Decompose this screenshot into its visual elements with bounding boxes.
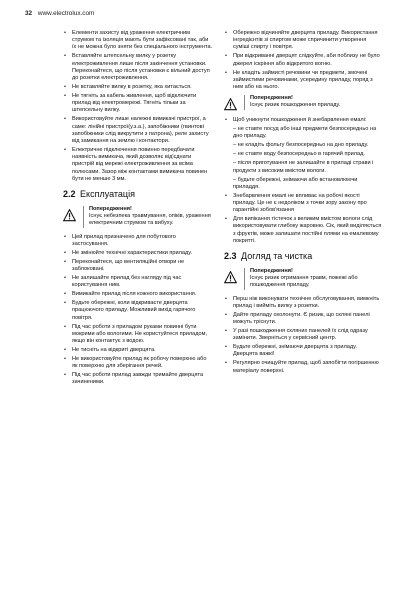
list-item: • Вставляйте штепсельну вилку у розетку електроживлення лише після закінчення установки. Переконайтеся, що після установки є вільний доступ до розетки електроживлення.	[63, 53, 213, 82]
list-item: • Не кладіть займисті речовини чи предмети, змочені займистими речовинами, усередину приладу, поряд з ним або на нього.	[224, 70, 382, 92]
list-item: • Під час роботи прилад завжди тримайте дверцята зачиненими.	[63, 372, 213, 386]
list-item: • Регулярно очищуйте прилад, щоб запобігти погіршенню матеріалу поверхні.	[224, 360, 382, 374]
left-bullet-list-top	[63, 30, 213, 183]
list-item: • Не змінюйте технічні характеристики приладу.	[63, 250, 213, 257]
list-item: • Цей прилад призначено для побутового застосування.	[63, 234, 213, 248]
site-url: www.electrolux.com	[37, 10, 95, 17]
list-item: • Не вставляйте вилку в розетку, яка хитається.	[63, 84, 213, 91]
warning-box	[224, 268, 382, 290]
list-item: • У разі пошкодження скляних панелей їх слід одразу замінити. Зверніться у сервісний центр.	[224, 328, 382, 342]
right-bullet-list-top	[224, 30, 382, 91]
warning-triangle-icon	[224, 98, 237, 111]
warning-text: Існує ризик пошкодження приладу.	[250, 102, 341, 109]
list-item: – не ставте посуд або інші предмети безпосередньо на дно приладу.	[233, 126, 377, 140]
list-item: • Щоб уникнути пошкодження й знебарвлення емалі:	[224, 117, 382, 124]
list-item: – будьте обережні, знімаючи або встановлюючи приладдя.	[233, 176, 358, 190]
list-item: • Будьте обережні, знімаючи дверцята з приладу. Дверцята важкі!	[224, 344, 382, 358]
warning-title: Попередження!	[89, 206, 132, 213]
warning-text: Існує ризик отримання травм, пожежі або пошкодження приладу.	[250, 275, 358, 289]
list-item: – після приготування не залишайте в приладі страви і продукти з високим вмістом вологи.	[233, 160, 374, 174]
list-item: • Не тисніть на відкриті дверцята.	[63, 347, 213, 354]
right-column	[224, 30, 382, 377]
warning-box	[224, 95, 382, 111]
section-heading-care: 2.3 Догляд та чистка	[224, 251, 313, 262]
list-item: • Для випікання тістечок з великим вмістом вологи слід використовувати глибоку жаровню. Сік, який виділяється з фруктів, може залишати постійні плями на емалевому покритті.	[224, 216, 382, 245]
left-column	[63, 30, 213, 388]
list-item: • Вимикайте прилад після кожного використання.	[63, 291, 213, 298]
warning-triangle-icon	[224, 271, 237, 284]
right-bullet-list-middle	[224, 117, 382, 245]
list-item: • Дайте приладу охолонути. Є ризик, що скляні панелі можуть тріснути.	[224, 312, 382, 326]
list-item: • Знебарвлення емалі не впливає на робочі якості приладу. Це не є недоліком з точки зору закону про гарантійні зобов'язання	[224, 193, 382, 215]
list-item: • Обережно відчиняйте дверцята приладу. Використання інгредієнтів зі спиртом може спричинити утворення суміші спирту і повітря.	[224, 30, 382, 52]
list-item: • Не використовуйте прилад як робочу поверхню або як поверхню для зберігання речей.	[63, 356, 213, 370]
warning-title: Попередження!	[250, 95, 293, 102]
page-header	[25, 10, 94, 17]
list-item: • Не залишайте прилад без нагляду під час користування ним.	[63, 275, 213, 289]
warning-box	[63, 206, 213, 228]
warning-title: Попередження!	[250, 268, 293, 275]
page-number: 32	[25, 10, 33, 17]
list-item: • Не тягніть за кабель живлення, щоб відключити прилад від електромережі. Тягніть тільки за штепсельну вилку.	[63, 93, 213, 115]
list-item: • Використовуйте лише належні вимикачі пристрої, а саме: лінійні пристрої(у.з.а.), запобіжники (гвинтові запобіжники слід викрутити з патрона), реле захисту від замикання на землю і контактори.	[63, 116, 213, 145]
list-item: – не ставте воду безпосередньо в гарячий прилад.	[233, 151, 365, 158]
list-item: • Будьте обережні, коли відкриваєте дверцята працюючого приладу. Можливий вихід гарячого повітря.	[63, 300, 213, 322]
list-item: • При відкриванні дверцят слідкуйте, аби поблизу не було джерел іскріння або відкритого вогню.	[224, 53, 382, 67]
left-bullet-list-bottom	[63, 234, 213, 387]
list-item: • Електричне підключення повинно передбачати наявність вимикача, який дозволяє від'єднати пристрій від мережі електроживлення за всіма полюсами. Зазор між контактами вимикача повинен бути не менше 3 мм.	[63, 147, 213, 183]
list-item: • Елементи захисту від ураження електричним струмом та ізоляція мають бути зафіксовані так, аби їх не можна було зняти без спеціального інструмента.	[63, 30, 213, 52]
list-item: • Перш ніж виконувати технічне обслуговування, вимкніть прилад і вийміть вилку з розетки.	[224, 296, 382, 310]
list-item: – не кладіть фольгу безпосередньо на дно приладу.	[233, 142, 369, 149]
section-heading-operation: 2.2 Експлуатація	[63, 189, 135, 200]
list-item: • Переконайтеся, що вентиляційні отвори не заблоковані.	[63, 259, 213, 273]
right-bullet-list-bottom	[224, 296, 382, 375]
warning-text: Існує небезпека травмування, опіків, ураження електричним струмом та вибуху.	[89, 213, 211, 227]
list-item: • Під час роботи з приладом руками повинні бути мокрими або вологими. Не користуйтеся приладом, якщо він контактує з водою.	[63, 324, 213, 346]
warning-triangle-icon	[63, 209, 76, 222]
